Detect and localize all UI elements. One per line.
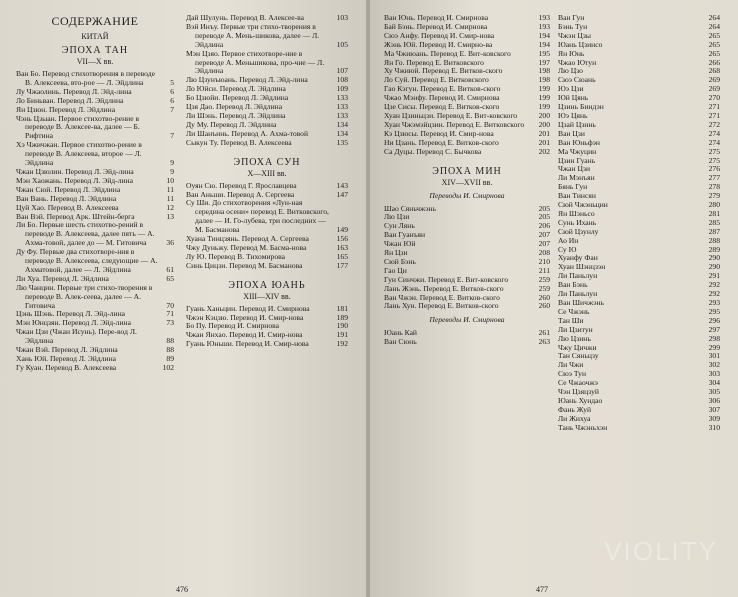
toc-entry-page: 189 (336, 312, 348, 322)
toc-entry-text: Юй Цянь (558, 93, 589, 103)
toc-entry-page: 275 (708, 146, 720, 156)
toc-entry-text: Сюэ Сюань (558, 75, 596, 85)
section-heading: ЭПОХА СУН (233, 156, 301, 168)
toc-entry-page: 143 (336, 180, 348, 190)
toc-entry-page: 10 (166, 175, 174, 185)
left-page (0, 0, 368, 597)
toc-entry-text: Дай Шулунь. Перевод В. Алексее-ва (186, 13, 305, 22)
toc-entry-page: 307 (708, 404, 720, 414)
toc-entry-text: Су Ши. До стихотворения «Лун-ная середина осени» перевод Е. Витковского, далее — И. Го-лубева, три последних — М. Басманова (186, 198, 329, 235)
toc-entry-page: 200 (538, 110, 550, 120)
toc-entry-text: Чжан Цзи (558, 164, 591, 174)
toc-entry-page: 285 (708, 217, 720, 227)
toc-entry-page: 269 (708, 84, 720, 94)
toc-entry-text: Ван Гун (558, 13, 585, 22)
toc-entry-page: 9 (170, 158, 174, 168)
toc-entry-page: 199 (538, 102, 550, 112)
toc-entry-page: 264 (708, 13, 720, 22)
toc-entry-text: Юань Хундао (558, 395, 603, 405)
toc-entry-text: Лань Жэнь. Перевод Е. Витков-ского (384, 283, 504, 293)
toc-entry-text: Хэ Чжичжан. Первое стихотво-рение в переводе В. Алексеева, второе — Л. Эйдлина (16, 140, 142, 168)
toc-entry-text: Сунь Ихань (558, 217, 597, 227)
toc-entry-text: Ли Бо. Первые шесть стихотво-рений в переводе В. Алексеева, далее пять — А. Ахма-товой, далее до — М. Гитовича (16, 220, 155, 248)
toc-entry (186, 262, 348, 271)
toc-entry (186, 23, 348, 50)
toc-entry-text: Кэ Цзюсы. Перевод И. Смир-нова (384, 128, 494, 138)
toc-entry-page: 5 (170, 77, 174, 87)
toc-entry-page: 194 (538, 30, 550, 40)
toc-entry-text: Ван Тинсян (558, 191, 596, 201)
right-column-2 (558, 14, 720, 433)
toc-entry (16, 221, 174, 248)
toc-entry-text: Мэн Цзяо. Первое стихотворе-ние в переводе А. Меньшикова, про-чие — Л. Эйдлина (186, 48, 325, 76)
toc-entry-text: Ван Юнь. Перевод И. Смирнова (384, 13, 489, 22)
toc-entry-text: Лю Цзунъюань. Перевод Л. Эйд-лина (186, 75, 308, 85)
toc-entry-page: 193 (538, 13, 550, 22)
toc-entry-text: Ван Бэнь (558, 280, 588, 290)
toc-entry-page: 207 (538, 230, 550, 240)
toc-entry-page: 261 (538, 328, 550, 338)
toc-entry (16, 141, 174, 168)
section-gap (186, 148, 348, 154)
toc-entry-text: Сун Лянь (384, 221, 415, 231)
toc-entry-text: Ван Цзи (558, 128, 585, 138)
toc-entry-text: Са Дуцы. Перевод С. Бычкова (384, 146, 482, 156)
toc-entry-text: Ван Аньши. Перевод А. Сергеева (186, 189, 295, 199)
toc-entry-text: Ни Цзань. Перевод Е. Витков-ского (384, 137, 499, 147)
toc-entry-text: Вэй Инъу. Первые три стихо-творения в переводе А. Мень-шикова, далее — Л. Эйдлина (186, 21, 320, 49)
toc-entry-text: Ван Чжэн. Перевод Е. Витков-ского (384, 292, 500, 302)
toc-entry-page: 301 (708, 351, 720, 361)
toc-entry-page: 70 (166, 300, 174, 310)
toc-entry-text: Су Ю (558, 244, 577, 254)
section-subheading: X—XIII вв. (247, 168, 287, 178)
toc-entry-page: 156 (336, 234, 348, 244)
toc-entry-page: 281 (708, 208, 720, 218)
toc-entry-text: Ли Паньлун (558, 289, 598, 299)
toc-entry-text: Ван Бо. Перевод стихотворения в переводе В. Алексеева, вто-рое — Л. Эйдлина (16, 69, 155, 87)
page-number-left: 476 (176, 585, 188, 594)
toc-entry-page: 198 (538, 66, 550, 76)
toc-entry-text: Ли Шэнь. Перевод Л. Эйдлина (186, 110, 286, 120)
toc-entry-page: 190 (336, 321, 348, 331)
toc-entry-text: Ду Му. Перевод Л. Эйдлина (186, 119, 277, 129)
left-column-1 (16, 14, 174, 373)
toc-entry-text: Юань Цзинсо (558, 39, 603, 49)
toc-entry-text: Ян Цзюн. Перевод Л. Эйдлина (16, 104, 116, 114)
toc-entry-page: 11 (166, 193, 174, 203)
right-page (370, 0, 738, 597)
toc-entry-text: Цзя Дао. Перевод Л. Эйдлина (186, 102, 283, 112)
toc-entry-page: 107 (336, 66, 348, 76)
toc-entry-text: Ван Шичжэнь (558, 298, 604, 307)
toc-entry-text: Ли Жихуа (558, 413, 591, 423)
toc-entry-text: Сыкун Ту. Перевод В. Алексеева (186, 137, 292, 147)
toc-entry (384, 258, 550, 267)
toc-entry-page: 206 (538, 221, 550, 231)
toc-entry-page: 205 (538, 212, 550, 222)
toc-entry-page: 292 (708, 289, 720, 299)
toc-entry-text: Ян Шэньсо (558, 208, 595, 218)
toc-entry-page: 89 (166, 354, 174, 363)
toc-entry (558, 228, 720, 237)
toc-entry-text: Ян Юнь (558, 48, 585, 58)
toc-entry-page: 207 (538, 239, 550, 249)
toc-entry-text: Чэн Цзяцзуй (558, 387, 599, 397)
toc-entry-page: 266 (708, 57, 720, 67)
toc-entry-page: 201 (538, 128, 550, 138)
toc-entry-text: Се Чжэнь (558, 306, 590, 316)
toc-entry-text: Тань Чжэньхэн (558, 422, 608, 432)
toc-entry-page: 271 (708, 102, 720, 112)
toc-entry-text: Ли Шанъинь. Перевод А. Ахма-товой (186, 128, 309, 138)
toc-entry-text: Оуян Сю. Перевод Г. Ярославцева (186, 180, 297, 190)
toc-entry-text: Чжу Цичжи (558, 342, 597, 352)
toc-entry-page: 265 (708, 48, 720, 58)
toc-entry-page: 208 (538, 248, 550, 258)
toc-entry-text: Чжан Цзюлин. Перевод Л. Эйд-лина (16, 166, 134, 176)
toc-entry-page: 259 (538, 283, 550, 293)
toc-entry-text: Сюй Чжэньцин (558, 200, 608, 210)
toc-entry-page: 291 (708, 271, 720, 281)
toc-entry-page: 109 (336, 84, 348, 94)
toc-entry-page: 7 (170, 131, 174, 141)
toc-entry-text: Ао Ин (558, 235, 579, 245)
toc-entry (384, 338, 550, 347)
toc-entry-page: 211 (538, 265, 550, 275)
toc-entry-page: 269 (708, 75, 720, 85)
toc-entry-text: Ли Мэнъян (558, 173, 595, 183)
toc-entry-text: Ван Сюнь (384, 337, 417, 347)
toc-entry-page: 108 (336, 75, 348, 85)
toc-entry-page: 275 (708, 155, 720, 165)
toc-entry-text: Фань Жуй (558, 404, 592, 414)
toc-entry-page: 193 (538, 21, 550, 31)
toc-entry-text: Ван Вань. Перевод Л. Эйдлина (16, 193, 117, 203)
toc-entry-text: Лань Хун. Перевод Е. Витков-ского (384, 301, 499, 311)
toc-entry-page: 194 (538, 39, 550, 49)
toc-entry-page: 274 (708, 137, 720, 147)
toc-entry-page: 147 (336, 189, 348, 199)
toc-entry-page: 287 (708, 226, 720, 236)
toc-entry-page: 274 (708, 128, 720, 138)
toc-entry-page: 6 (170, 95, 174, 105)
translator-note: Переводы И. Смирнова (429, 190, 505, 200)
toc-entry-text: Хуана Тинцзянь. Перевод А. Сергеева (186, 234, 309, 244)
toc-entry-page: 268 (708, 66, 720, 76)
toc-entry-text: Цзинь Биндэн (558, 102, 604, 112)
toc-entry-page: 102 (162, 362, 174, 372)
toc-entry-text: Лу Чжаолинь. Перевод Л. Эйд-лина (16, 86, 132, 96)
toc-entry-page: 271 (708, 110, 720, 120)
toc-entry (558, 237, 720, 246)
section-gap (384, 157, 550, 163)
toc-entry-text: Ма Чжиюань. Перевод Е. Вит-ковского (384, 48, 511, 58)
toc-entry-page: 73 (166, 318, 174, 328)
toc-entry-page: 133 (336, 93, 348, 103)
toc-entry-text: Ло Биньван. Перевод Л. Эйдлина (16, 95, 124, 105)
toc-entry-text: Сюэ Тун (558, 369, 587, 379)
toc-entry-page: 192 (336, 339, 348, 349)
toc-entry-page: 149 (336, 225, 348, 235)
toc-entry-page: 265 (708, 30, 720, 40)
toc-entry-text: Цзин Гуань (558, 155, 596, 165)
toc-entry-text: Чжан Сюй. Перевод Л. Эйдлина (16, 184, 121, 194)
toc-title: СОДЕРЖАНИЕ (51, 14, 139, 28)
toc-entry-page: 88 (166, 345, 174, 355)
toc-entry (558, 424, 720, 433)
toc-entry-page: 299 (708, 342, 720, 352)
section-subheading: XIII—XIV вв. (243, 291, 291, 301)
toc-entry-page: 277 (708, 173, 720, 183)
toc-entry-text: Цэнь Шэнь. Перевод Л. Эйд-лина (16, 309, 126, 319)
toc-entry-text: Се Чжаочжэ (558, 378, 598, 388)
toc-entry-page: 305 (708, 387, 720, 397)
toc-entry-text: Чжан Вэй. Перевод Л. Эйдлина (16, 345, 118, 355)
toc-entry-page: 279 (708, 191, 720, 201)
toc-entry (16, 328, 174, 346)
toc-entry-text: Чжэн Кэцзю. Перевод И. Смир-нова (186, 312, 304, 322)
toc-entry-page: 205 (538, 203, 550, 213)
toc-entry-page: 195 (538, 48, 550, 58)
toc-entry-text: Мэн Хаожань. Перевод Л. Эйд-лина (16, 175, 133, 185)
toc-entry-page: 199 (538, 93, 550, 103)
toc-entry-page: 133 (336, 110, 348, 120)
toc-entry-text: Гун Синчжи. Перевод Е. Вит-ковского (384, 274, 509, 284)
toc-entry-page: 290 (708, 253, 720, 263)
toc-entry-text: Ли Чжи (558, 360, 584, 370)
toc-entry-text: Чжао Ютун (558, 57, 597, 67)
toc-entry (16, 284, 174, 311)
toc-entry-text: Ли Паньлун (558, 271, 598, 281)
toc-entry-page: 264 (708, 21, 720, 31)
toc-entry-text: Тан Ши (558, 315, 584, 325)
toc-entry-page: 177 (336, 260, 348, 270)
toc-entry-page: 7 (170, 104, 174, 114)
toc-entry-text: Гао Кэгун. Перевод Е. Витков-ского (384, 84, 501, 94)
watermark: VIOLITY (604, 536, 718, 566)
toc-entry-page: 103 (336, 13, 348, 22)
section-heading: ЭПОХА МИН (432, 165, 502, 177)
toc-entry-text: Тан Сяньцзу (558, 351, 599, 361)
toc-entry-text: Бо Пу. Перевод И. Смирнова (186, 321, 279, 331)
toc-entry-page: 265 (708, 39, 720, 49)
toc-entry-text: Цуй Хао. Перевод В. Алексеева (16, 202, 119, 212)
toc-entry-page: 202 (538, 146, 550, 156)
toc-entry-text: Шао Сяньчжэнь (384, 203, 437, 213)
toc-entry-page: 181 (336, 303, 348, 313)
toc-entry-page: 278 (708, 182, 720, 192)
toc-entry-text: Ма Чжуцин (558, 146, 597, 156)
toc-entry-page: 9 (170, 166, 174, 176)
toc-entry-page: 133 (336, 102, 348, 112)
toc-entry-page: 260 (538, 292, 550, 302)
toc-entry (186, 50, 348, 77)
toc-entry (16, 364, 174, 373)
toc-entry-page: 210 (538, 256, 550, 266)
toc-entry-page: 288 (708, 235, 720, 245)
toc-entry-text: Ло Суй. Перевод Е. Витковского (384, 75, 489, 85)
toc-entry-page: 71 (166, 309, 174, 319)
toc-entry-page: 135 (336, 137, 348, 147)
toc-entry (384, 240, 550, 249)
toc-entry-text: Хуан Чжэмэйцзин. Перевод Е. Витковского (384, 119, 525, 129)
toc-entry-page: 310 (708, 422, 720, 432)
section-gap (186, 271, 348, 277)
toc-entry-text: Чжао Мэнфу. Перевод И. Смирнова (384, 93, 500, 103)
page-number-right: 477 (536, 585, 548, 594)
section-subheading: VII—X вв. (76, 57, 114, 66)
toc-entry-text: Сюэ Анфу. Перевод И. Смир-нова (384, 30, 495, 40)
toc-entry-text: Жэнь Юй. Перевод И. Смирно-ва (384, 39, 493, 49)
toc-entry-page: 13 (166, 211, 174, 221)
toc-entry-text: Гу Куан. Перевод В. Алексеева (16, 362, 117, 372)
toc-entry-text: Юань Кай (384, 328, 418, 338)
toc-entry-text: Бэнь Тун (558, 21, 588, 31)
toc-entry-page: 260 (538, 301, 550, 311)
toc-entry-text: Бянь Гун (558, 182, 588, 192)
toc-entry (384, 148, 550, 157)
toc-entry-page: 198 (538, 75, 550, 85)
toc-entry-page: 296 (708, 315, 720, 325)
toc-entry-text: Цзай Цзинь (558, 119, 596, 129)
toc-entry-text: Чжу Дуньжу. Перевод М. Басма-нова (186, 242, 307, 252)
toc-entry-text: Чжан Юй (384, 239, 416, 249)
toc-entry-page: 292 (708, 280, 720, 290)
toc-entry-text: Лю Чанцин. Первые три стихо-творения в переводе В. Алек-сеева, далее — А. Гитовича (16, 282, 153, 310)
toc-entry (16, 70, 174, 88)
toc-entry-text: Хуанфу Фан (558, 253, 598, 263)
section-subheading: КИТАЙ (81, 32, 109, 41)
toc-entry-page: 276 (708, 164, 720, 174)
section-subheading: XIV—XVII вв. (441, 177, 493, 187)
right-column-1 (384, 14, 550, 347)
toc-entry (186, 199, 348, 235)
toc-entry-page: 272 (708, 119, 720, 129)
toc-entry-text: Гуань Ханьцин. Перевод И. Смирнова (186, 303, 310, 313)
toc-entry-page: 290 (708, 262, 720, 272)
toc-entry-page: 105 (336, 39, 348, 49)
toc-entry-page: 200 (538, 119, 550, 129)
toc-entry (16, 248, 174, 275)
toc-entry-text: Бо Цзюйи. Перевод Л. Эйдлина (186, 93, 289, 103)
toc-entry-text: Ду Фу. Первые два стихотворе-ния в переводе В. Алексеева, следующие — А. Ахматовой, далее — Л. Эйдлина (16, 247, 158, 274)
toc-entry-page: 289 (708, 244, 720, 254)
toc-entry-page: 270 (708, 93, 720, 103)
toc-entry-text: Гуань Юньши. Перевод И. Смир-нова (186, 339, 309, 349)
toc-entry-page: 295 (708, 306, 720, 316)
toc-entry-page: 134 (336, 119, 348, 129)
toc-entry-text: Ло Юйси. Перевод Л. Эйдлина (186, 84, 286, 94)
toc-entry-text: Хань Юй. Перевод Л. Эйдлина (16, 354, 117, 363)
toc-entry-text: Ху Чжиюй. Перевод Е. Витков-ского (384, 66, 503, 76)
left-column-2 (186, 14, 348, 349)
toc-entry (186, 139, 348, 148)
toc-entry (16, 115, 174, 142)
toc-entry-page: 191 (336, 330, 348, 340)
toc-entry-text: Бай Бэнь. Перевод И. Смирнова (384, 21, 488, 31)
toc-entry-page: 11 (166, 184, 174, 194)
toc-entry-text: Ян Го. Перевод Е. Витковского (384, 57, 484, 67)
toc-entry-text: Мэн Юнцзян. Перевод Л. Эйд-лина (16, 318, 131, 328)
toc-entry-page: 302 (708, 360, 720, 370)
toc-entry-page: 88 (166, 336, 174, 346)
toc-entry-page: 259 (538, 274, 550, 284)
toc-entry (186, 340, 348, 349)
toc-entry-page: 297 (708, 324, 720, 334)
toc-entry-page: 303 (708, 369, 720, 379)
toc-entry-page: 304 (708, 378, 720, 388)
toc-entry-text: Лю Цзо (558, 66, 583, 76)
toc-entry-text: Лу Ю. Перевод В. Тихомирова (186, 251, 286, 261)
toc-entry-text: Хуан Шэнцзэн (558, 262, 606, 272)
toc-entry-page: 6 (170, 86, 174, 96)
section-heading: ЭПОХА ЮАНЬ (228, 279, 306, 291)
toc-entry-text: Гао Ци (384, 265, 407, 275)
toc-entry-page: 61 (166, 264, 174, 274)
translator-note: Переводы И. Смирнова (429, 315, 505, 325)
toc-entry-page: 201 (538, 137, 550, 147)
toc-entry-page: 197 (538, 57, 550, 67)
toc-entry-page: 36 (166, 238, 174, 248)
toc-entry-page: 165 (336, 251, 348, 261)
toc-entry-page: 65 (166, 273, 174, 283)
toc-entry-text: Сюй Цзунлу (558, 226, 599, 236)
toc-entry-text: Чжан Цзи (Чжан Исунь). Пере-вод Л. Эйдлина (16, 327, 137, 346)
toc-entry-page: 280 (708, 200, 720, 210)
toc-entry-text: Лю Цзинь (558, 333, 591, 343)
toc-entry-page: 263 (538, 337, 550, 347)
toc-entry-page: 309 (708, 413, 720, 423)
toc-entry-text: Ван Юньфэн (558, 137, 600, 147)
toc-entry-text: Сюй Бэнь (384, 256, 416, 266)
section-heading: ЭПОХА ТАН (61, 45, 129, 56)
toc-entry-page: 199 (538, 84, 550, 94)
toc-entry-text: Ван Вэй. Перевод Арк. Штейн-берга (16, 211, 135, 221)
toc-entry-text: Ян Цзи (384, 248, 408, 258)
toc-entry-text: Юэ Цзи (558, 84, 584, 94)
toc-entry-text: Цзе Сисы. Перевод Е. Витков-ского (384, 102, 500, 112)
toc-entry-text: Лю Цзи (384, 212, 410, 222)
toc-entry-text: Юэ Цянь (558, 110, 588, 120)
toc-entry-page: 293 (708, 298, 720, 307)
toc-entry-text: Чжэн Цзы (558, 30, 591, 40)
toc-entry-text: Ван Гуанъян (384, 230, 426, 240)
toc-entry-text: Чжан Янхао. Перевод И. Смир-нова (186, 330, 303, 340)
toc-entry-page: 306 (708, 395, 720, 405)
toc-entry-text: Чэнь Цзыан. Первое стихотво-рение в переводе В. Алексее-ва, далее — Б. Рифтина (16, 113, 140, 141)
toc-entry (384, 302, 550, 311)
toc-entry-page: 298 (708, 333, 720, 343)
toc-entry-text: Ли Цзитун (558, 324, 593, 334)
toc-entry-text: Ли Хуа. Перевод Л. Эйдлина (16, 273, 109, 283)
toc-entry-page: 134 (336, 128, 348, 138)
toc-entry-text: Хуан Цзиньцзи. Перевод Е. Вит-ковского (384, 110, 518, 120)
toc-entry-page: 12 (166, 202, 174, 212)
toc-entry-page: 163 (336, 242, 348, 252)
toc-entry-text: Синь Цицзи. Перевод М. Басманова (186, 260, 303, 270)
